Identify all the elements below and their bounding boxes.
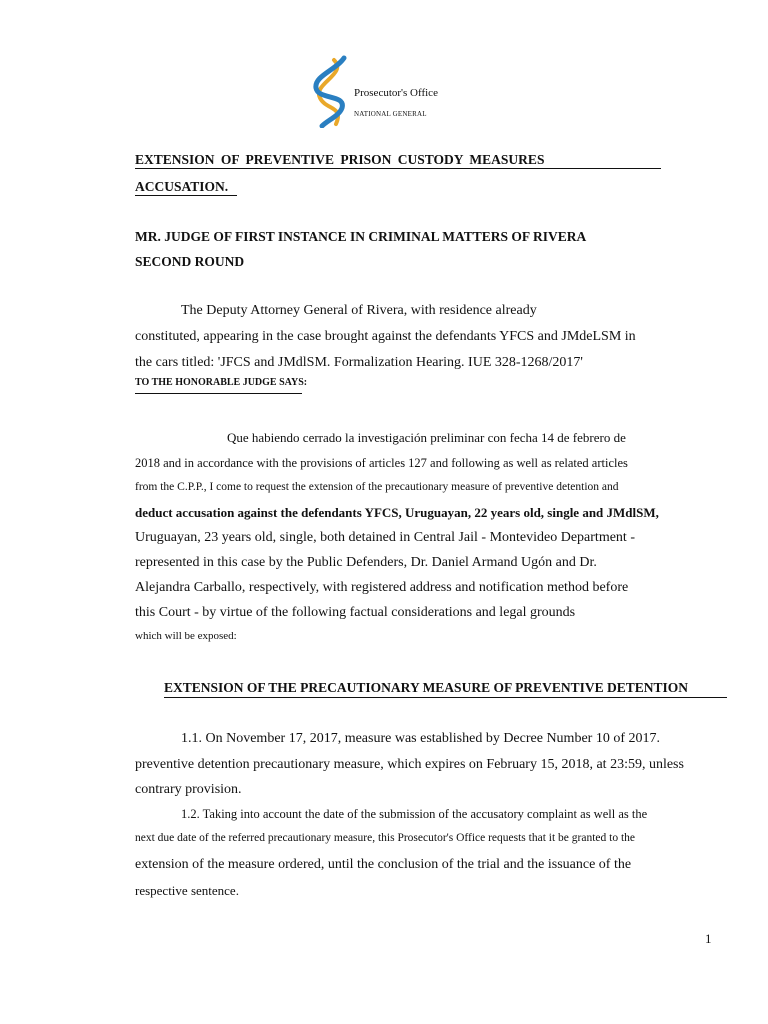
request-line4: deduct accusation against the defendants YFCS, Uruguayan, 22 years old, single and JMdlSM, <box>135 505 659 520</box>
addressee-line2: SECOND ROUND <box>135 254 245 269</box>
point-1-2-line4: respective sentence. <box>135 883 239 898</box>
intro-line3: the cars titled: 'JFCS and JMdlSM. Formalization Hearing. IUE 328-1268/2017' <box>135 355 583 370</box>
honorable-judge-says: TO THE HONORABLE JUDGE SAYS: <box>135 377 308 388</box>
request-line6: represented in this case by the Public Defenders, Dr. Daniel Armand Ugón and Dr. <box>135 555 597 570</box>
document-title-line2 <box>135 180 228 194</box>
office-subtitle: NATIONAL GENERAL <box>354 110 427 118</box>
request-line2: 2018 and in accordance with the provisions of articles 127 and following as well as related articles <box>135 456 628 470</box>
point-1-2-line1: 1.2. Taking into account the date of the submission of the accusatory complaint as well as the <box>181 807 648 821</box>
title-period: . <box>224 179 229 194</box>
point-1-2-line2: next due date of the referred precautionary measure, this Prosecutor's Office requests that it be granted to the <box>135 832 636 844</box>
intro-line2: constituted, appearing in the case brought against the defendants YFCS and JMdeLSM in <box>135 329 636 344</box>
title-line2-underline <box>135 195 237 196</box>
point-1-1-line2: preventive detention precautionary measure, which expires on February 15, 2018, at 23:59, unless <box>135 757 684 772</box>
request-line7: Alejandra Carballo, respectively, with registered address and notification method before <box>135 580 629 595</box>
addressee-line1: MR. JUDGE OF FIRST INSTANCE IN CRIMINAL MATTERS OF RIVERA <box>135 229 587 244</box>
page-number: 1 <box>705 931 712 946</box>
intro-line1: The Deputy Attorney General of Rivera, with residence already <box>181 303 537 318</box>
document-title-line1: EXTENSION OF PREVENTIVE PRISON CUSTODY MEASURES <box>135 152 545 167</box>
point-1-1-line3: contrary provision. <box>135 782 242 797</box>
request-line1: Que habiendo cerrado la investigación preliminar con fecha 14 de febrero de <box>227 430 626 445</box>
says-underline <box>135 393 302 394</box>
title-underline <box>135 168 661 169</box>
office-name: Prosecutor's Office <box>354 87 438 99</box>
point-1-2-line3: extension of the measure ordered, until the conclusion of the trial and the issuance of the <box>135 857 632 872</box>
request-line5: Uruguayan, 23 years old, single, both detained in Central Jail - Montevideo Department - <box>135 530 635 545</box>
letterhead <box>306 54 506 128</box>
section-heading: EXTENSION OF THE PRECAUTIONARY MEASURE OF PREVENTIVE DETENTION <box>164 680 688 695</box>
request-line3: from the C.P.P., I come to request the extension of the precautionary measure of preventive detention and <box>135 481 619 493</box>
section-heading-underline <box>164 697 727 698</box>
request-line9: which will be exposed: <box>135 630 237 642</box>
point-1-1-line1: 1.1. On November 17, 2017, measure was established by Decree Number 10 of 2017. <box>181 731 660 746</box>
title-accusation: ACCUSATION <box>135 179 225 194</box>
request-line8: this Court - by virtue of the following factual considerations and legal grounds <box>135 605 576 620</box>
prosecutor-logo-icon <box>306 54 350 128</box>
